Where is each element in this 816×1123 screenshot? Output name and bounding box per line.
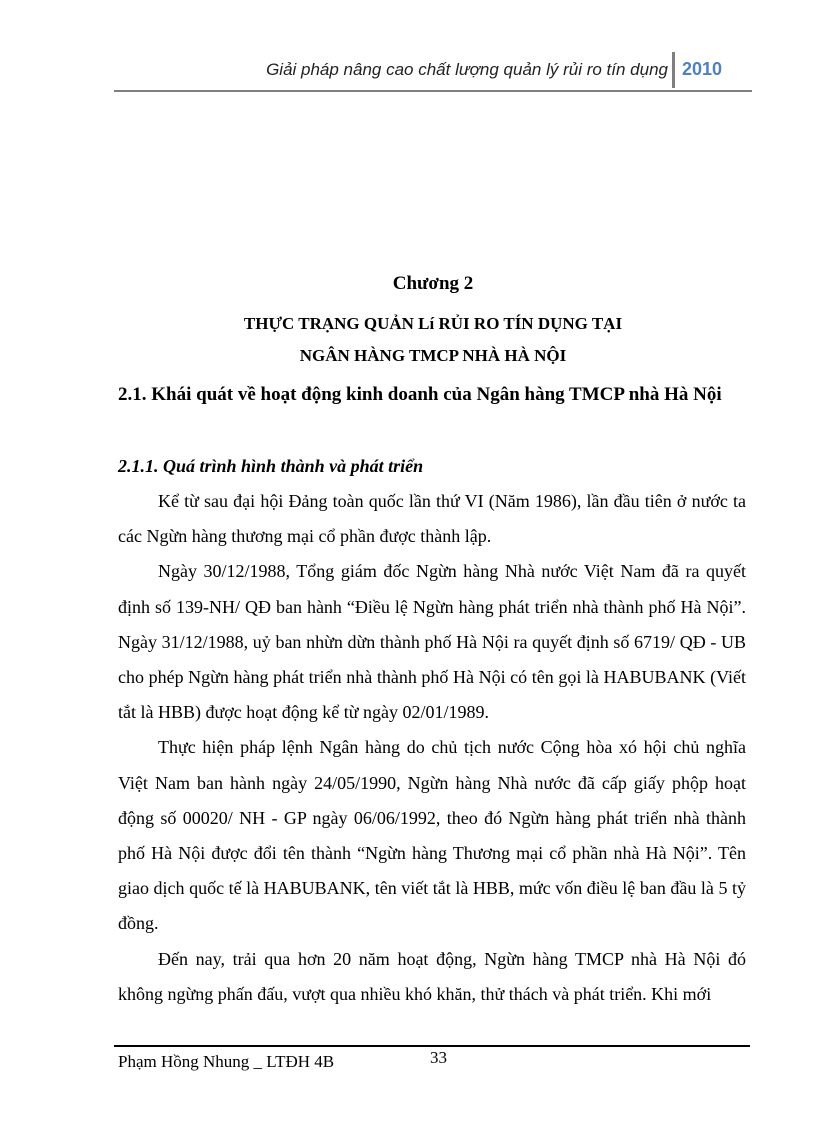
- chapter-label: Chương 2: [392, 273, 474, 294]
- paragraph: Ngày 30/12/1988, Tổng giám đốc Ngừn hàng Nhà nước Việt Nam đã ra quyết định số 139-NH/ QĐ ban hành “Điều lệ Ngừn hàng phát triển nhà thành phố Hà Nội”. Ngày 31/12/1988, uỷ ban nhừn dừn thành phố Hà Nội ra quyết định số 6719/ QĐ - UB cho phép Ngừn hàng phát triển nhà thành phố Hà Nội có tên gọi là HABUBANK (Viết tắt là HBB) được hoạt động kể từ ngày 02/01/1989.: [118, 561, 746, 723]
- chapter-title-line-1: THỰC TRẠNG QUẢN Lí RỦI RO TÍN DỤNG TẠI: [243, 314, 623, 333]
- running-header: [114, 50, 752, 90]
- paragraph: Đến nay, trải qua hơn 20 năm hoạt động, Ngừn hàng TMCP nhà Hà Nội đó không ngừng phấn đấu, vượt qua nhiều khó khăn, thử thách và phát triển. Khi mới: [118, 948, 746, 1004]
- header-rule: [114, 90, 752, 92]
- header-title: Giải pháp nâng cao chất lượng quản lý rủi ro tín dụng: [266, 60, 668, 79]
- header-separator: [672, 52, 675, 88]
- subsection-heading: 2.1.1. Quá trình hình thành và phát triển: [118, 456, 424, 476]
- footer-author: Phạm Hồng Nhung _ LTĐH 4B: [118, 1052, 335, 1071]
- paragraph: Kể từ sau đại hội Đảng toàn quốc lần thứ VI (Năm 1986), lần đầu tiên ở nước ta các Ngừn hàng thương mại cổ phần được thành lập.: [118, 491, 746, 547]
- paragraph: Thực hiện pháp lệnh Ngân hàng do chủ tịch nước Cộng hòa xó hội chủ nghĩa Việt Nam ban hành ngày 24/05/1990, Ngừn hàng Nhà nước đã cấp giấy phộp hoạt động số 00020/ NH - GP ngày 06/06/1992, theo đó Ngừn hàng phát triển nhà thành phố Hà Nội được đổi tên thành “Ngừn hàng Thương mại cổ phần nhà Hà Nội”. Tên giao dịch quốc tế là HABUBANK, tên viết tắt là HBB, mức vốn điều lệ ban đầu là 5 tỷ đồng.: [118, 737, 746, 934]
- header-year: 2010: [682, 59, 723, 79]
- footer-rule: [114, 1045, 750, 1047]
- body-text: [118, 484, 746, 1012]
- page-number: 33: [430, 1048, 447, 1067]
- section-heading: 2.1. Khái quát về hoạt động kinh doanh của Ngân hàng TMCP nhà Hà Nội: [118, 384, 722, 405]
- chapter-title-line-2: NGÂN HÀNG TMCP NHÀ HÀ NỘI: [299, 346, 567, 365]
